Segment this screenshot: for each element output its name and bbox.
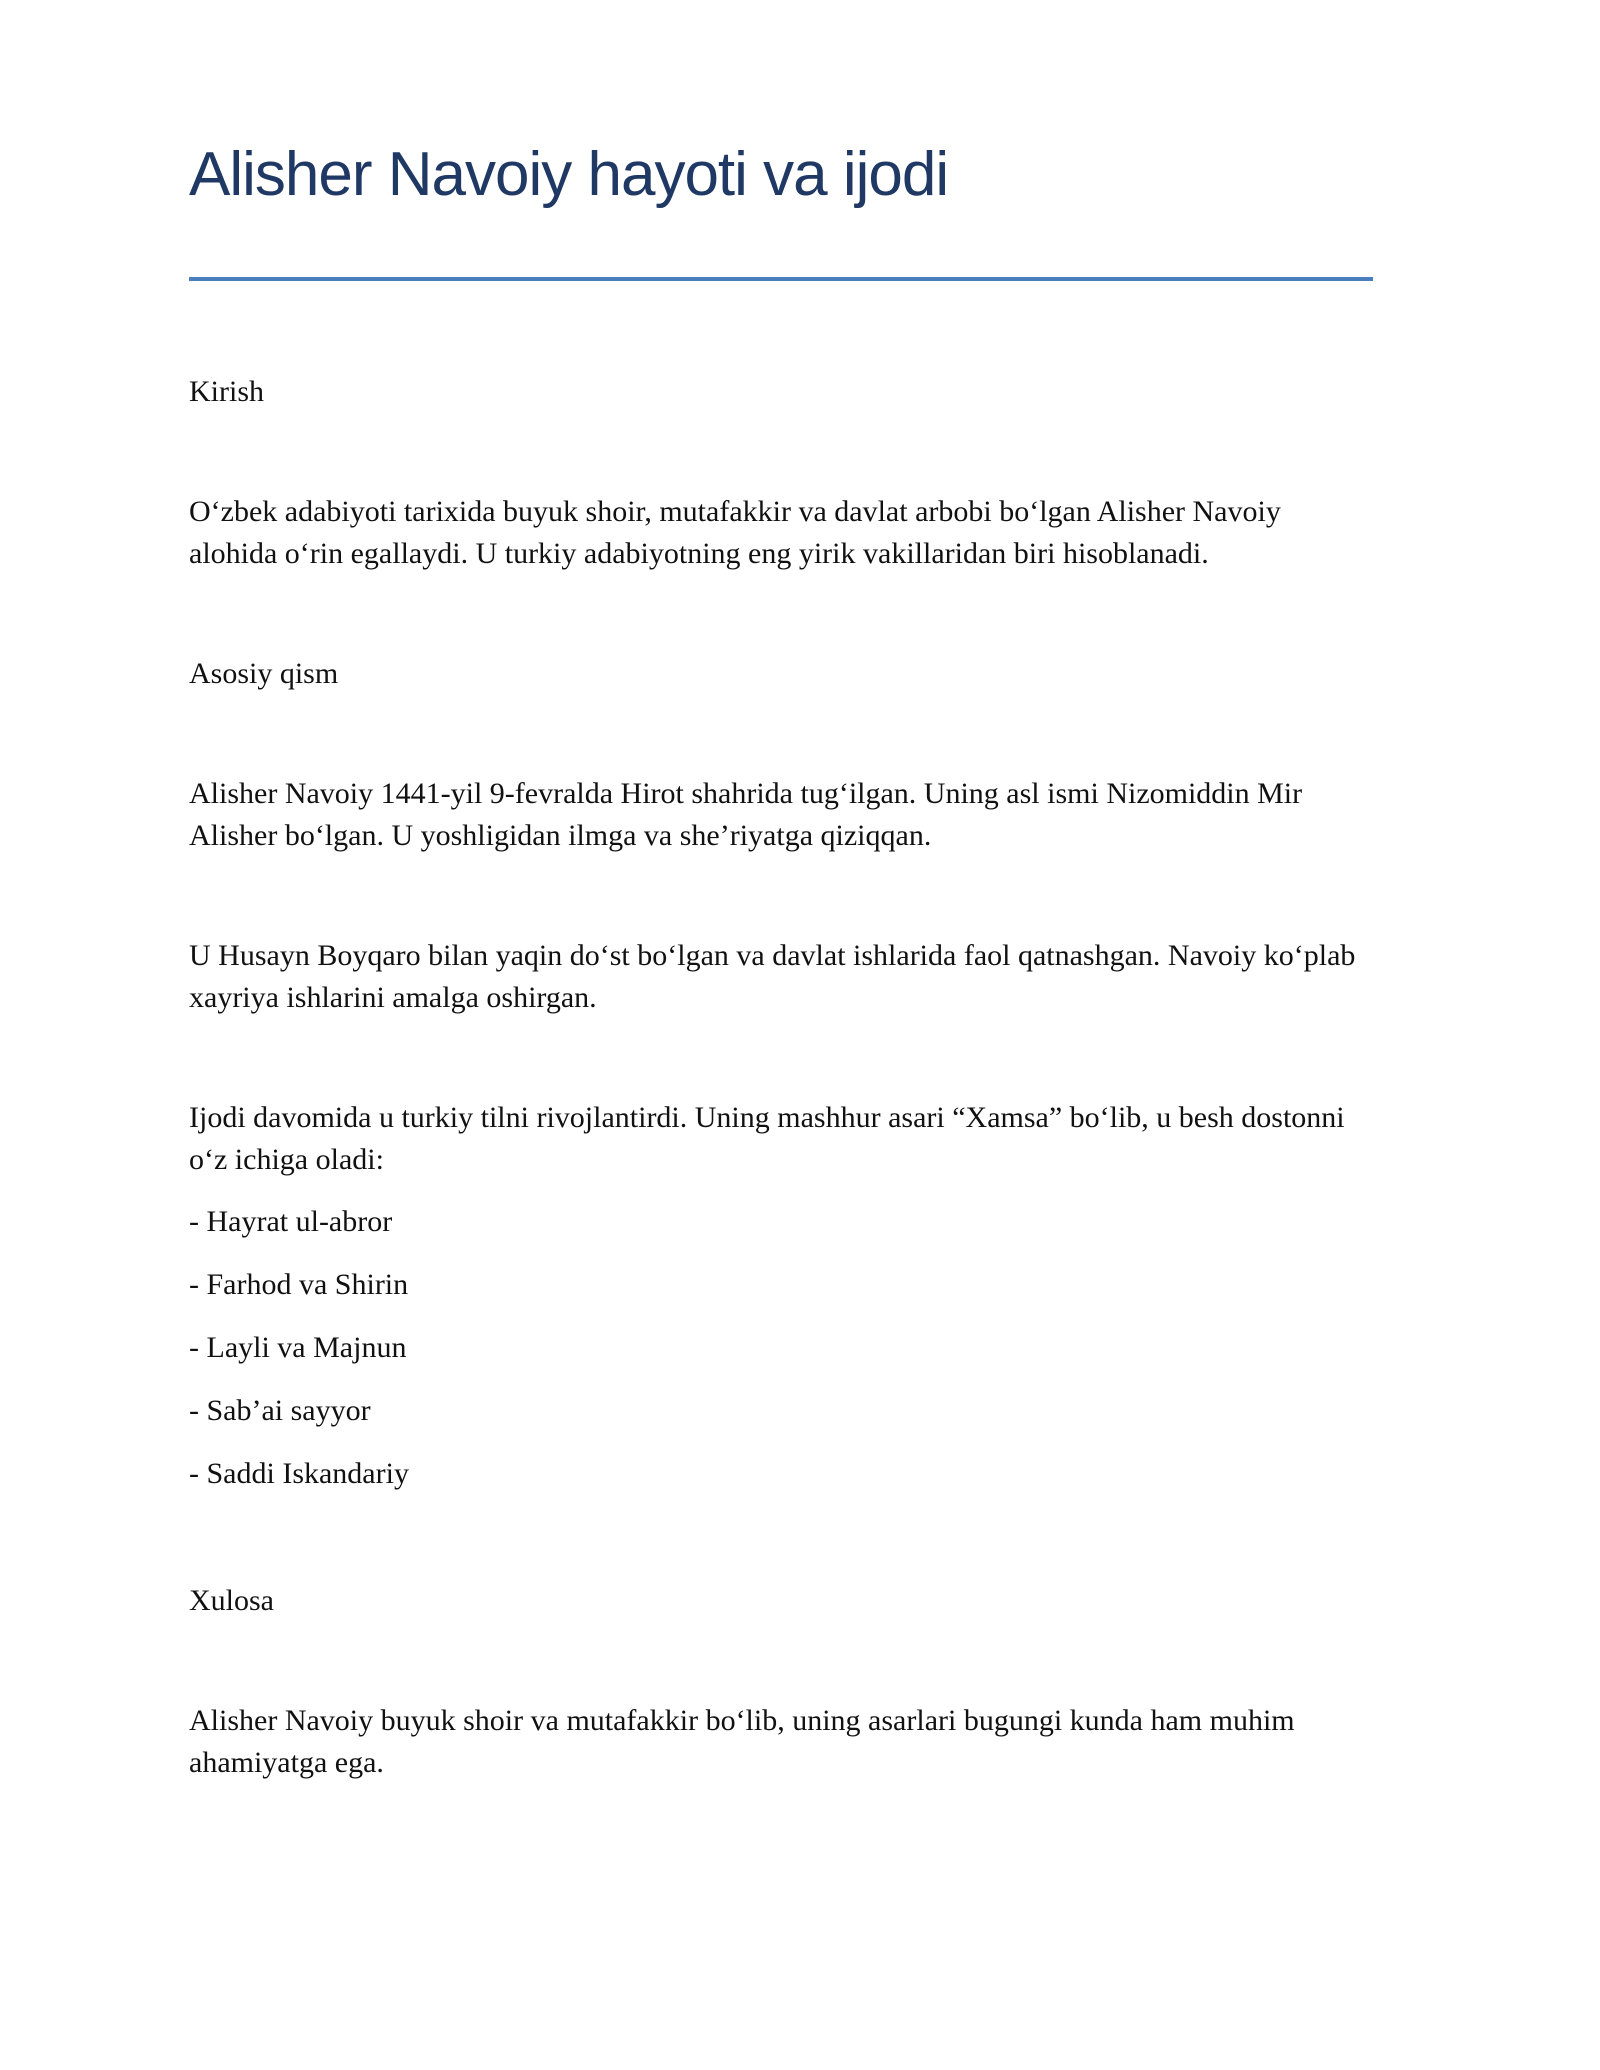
list-item-farhod-va-shirin: - Farhod va Shirin: [189, 1268, 409, 1301]
heading-xulosa: Xulosa: [189, 1584, 274, 1617]
heading-kirish: Kirish: [189, 375, 264, 408]
paragraph-husayn-boyqaro: U Husayn Boyqaro bilan yaqin doʻst boʻlgan va davlat ishlarida faol qatnashgan. Navoiy koʻplab xayriya ishlarini amalga oshirgan.: [189, 939, 1356, 1014]
list-item-sabai-sayyor: - Sab’ai sayyor: [189, 1394, 371, 1427]
title-underline-rule: [189, 277, 1373, 281]
list-item-saddi-iskandariy: - Saddi Iskandariy: [189, 1457, 409, 1490]
paragraph-xulosa: Alisher Navoiy buyuk shoir va mutafakkir boʻlib, uning asarlari bugungi kunda ham muhim ahamiyatga ega.: [189, 1704, 1295, 1779]
paragraph-intro: Oʻzbek adabiyoti tarixida buyuk shoir, mutafakkir va davlat arbobi boʻlgan Alisher Navoiy alohida oʻrin egallaydi. U turkiy adabiyotning eng yirik vakillaridan biri hisoblanadi.: [189, 495, 1281, 570]
list-item-hayrat-ul-abror: - Hayrat ul-abror: [189, 1205, 393, 1238]
list-item-layli-va-majnun: - Layli va Majnun: [189, 1331, 407, 1364]
xamsa-doston-list: [189, 1201, 1373, 1495]
document-content: [189, 0, 1373, 1862]
page-title: Alisher Navoiy hayoti va ijodi: [189, 140, 949, 209]
heading-asosiy-qism: Asosiy qism: [189, 657, 339, 690]
paragraph-ijod-xamsa: Ijodi davomida u turkiy tilni rivojlantirdi. Uning mashhur asari “Xamsa” boʻlib, u besh dostonni oʻz ichiga oladi:: [189, 1101, 1345, 1176]
paragraph-birth: Alisher Navoiy 1441-yil 9-fevralda Hirot shahrida tugʻilgan. Uning asl ismi Nizomiddin Mir Alisher boʻlgan. U yoshligidan ilmga va she’riyatga qiziqqan.: [189, 777, 1303, 852]
